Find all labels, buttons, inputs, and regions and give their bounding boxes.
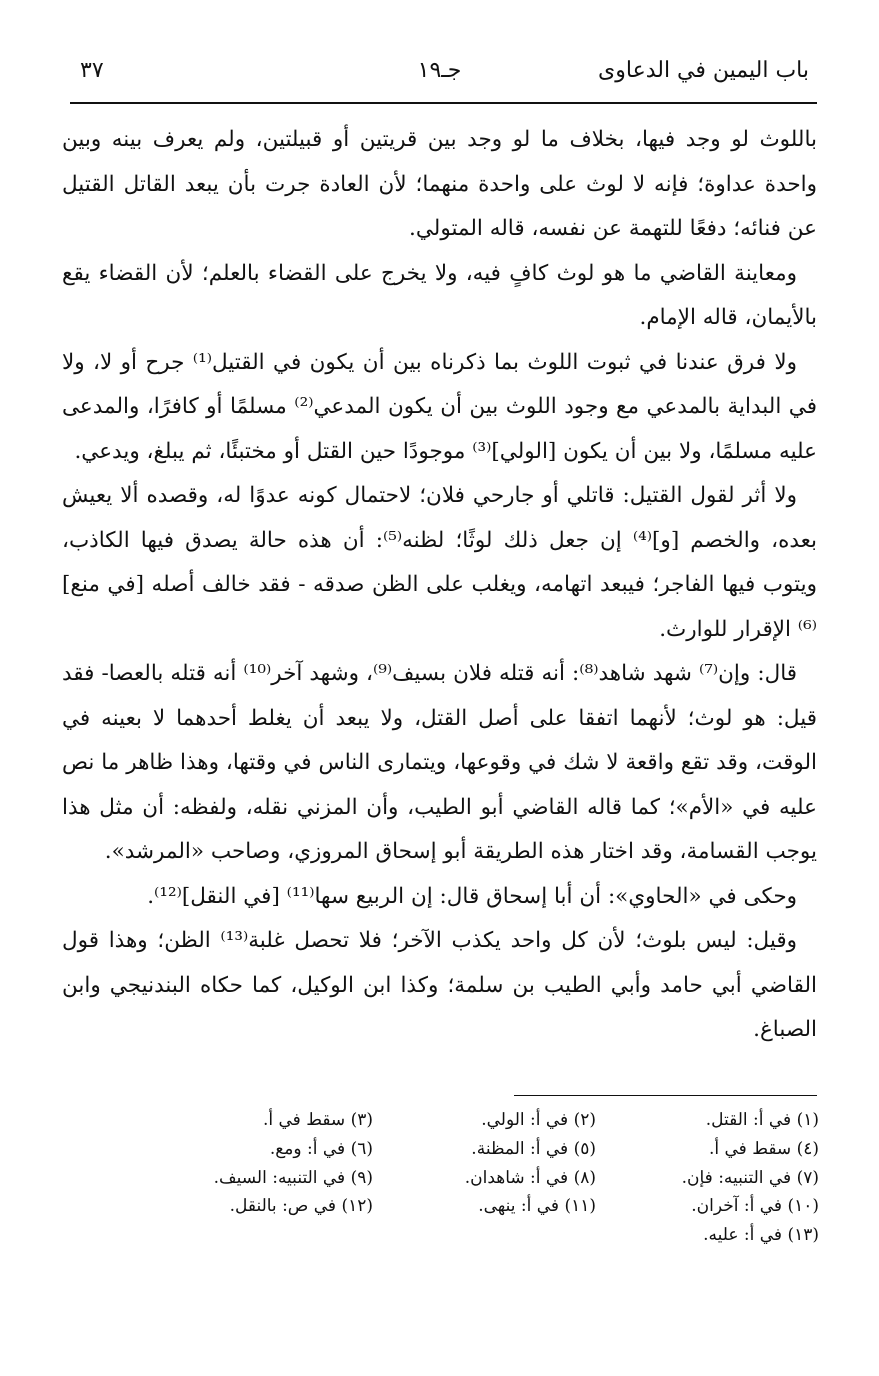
footnote: (٧) في التنبيه: فإن. (681, 1167, 819, 1188)
footnote: (١٢) في ص: بالنقل. (229, 1196, 373, 1217)
main-text (62, 118, 817, 1053)
chapter-title: باب اليمين في الدعاوى (598, 58, 809, 83)
header-rule (70, 102, 817, 104)
footnote: (٣) سقط في أ. (262, 1110, 373, 1130)
paragraph: ومعاينة القاضي ما هو لوث كافٍ فيه، ولا يخرج على القضاء بالعلم؛ لأن القضاء يقع بالأيمان، قاله الإمام. (62, 260, 817, 330)
footnote-rule (514, 1095, 817, 1096)
footnote: (٢) في أ: الولي. (481, 1110, 596, 1130)
footnote: (٦) في أ: ومع. (269, 1138, 373, 1159)
footnote: (٥) في أ: المظنة. (471, 1138, 596, 1159)
running-header (70, 58, 809, 98)
footnotes (150, 1106, 819, 1250)
footnote: (٨) في أ: شاهدان. (464, 1167, 596, 1188)
footnote: (٤) سقط في أ. (708, 1138, 819, 1159)
paragraph: وقيل: ليس بلوث؛ لأن كل واحد يكذب الآخر؛ فلا تحصل غلبة⁽¹³⁾ الظن؛ وهذا قول القاضي أبي حامد وأبي الطيب بن سلمة؛ وكذا ابن الوكيل، كما حكاه البندنيجي وابن الصباغ. (62, 928, 817, 1042)
footnote: (١٣) في أ: عليه. (703, 1225, 819, 1246)
footnote: (١٠) في أ: آخران. (691, 1196, 819, 1217)
footnote: (١١) في أ: ينهى. (478, 1196, 596, 1217)
paragraph: قال: وإن⁽⁷⁾ شهد شاهد⁽⁸⁾: أنه قتله فلان بسيف⁽⁹⁾، وشهد آخر⁽¹⁰⁾ أنه قتله بالعصا- فقد قيل: هو لوث؛ لأنهما اتفقا على أصل القتل، ولا يبعد أن يغلط أحدهما لا بعينه في الوقت، وقد تقع واقعة لا شك في وقوعها، ويتمارى الناس في وقتها، وهذا ظاهر ما نص عليه في «الأم»؛ كما قاله القاضي أبو الطيب، وأن المزني نقله، ولفظه: أن مثل هذا يوجب القسامة، وقد اختار هذه الطريقة أبو إسحاق المروزي، وصاحب «المرشد». (62, 661, 817, 864)
page-number: ٣٧ (80, 58, 104, 83)
footnote: (١) في أ: القتل. (705, 1110, 819, 1130)
paragraph: وحكى في «الحاوي»: أن أبا إسحاق قال: إن الربيع سها⁽¹¹⁾ [في النقل]⁽¹²⁾. (147, 883, 797, 909)
volume-label: جـ١٩ (417, 58, 462, 83)
paragraph: باللوث لو وجد فيها، بخلاف ما لو وجد بين قريتين أو قبيلتين، ولم يعرف بينه وبين واحدة عداوة؛ فإنه لا لوث على واحدة منهما؛ لأن العادة جرت بأن يبعد القاتل القتيل عن فنائه؛ دفعًا للتهمة عن نفسه، قاله المتولي. (62, 127, 817, 241)
paragraph: ولا فرق عندنا في ثبوت اللوث بما ذكرناه بين أن يكون في القتيل⁽¹⁾ جرح أو لا، ولا في البداية بالمدعي مع وجود اللوث بين أن يكون المدعي⁽²⁾ مسلمًا أو كافرًا، والمدعى عليه مسلمًا، ولا بين أن يكون [الولي]⁽³⁾ موجودًا حين القتل أو مختبئًا، ثم يبلغ، ويدعي. (62, 349, 817, 464)
paragraph: ولا أثر لقول القتيل: قاتلي أو جارحي فلان؛ لاحتمال كونه عدوًا له، وقصده ألا يعيش بعده، والخصم [و]⁽⁴⁾ إن جعل ذلك لوثًا؛ لظنه⁽⁵⁾: أن هذه حالة يصدق فيها الكاذب، ويتوب فيها الفاجر؛ فيبعد اتهامه، ويغلب على الظن صدقه - فقد خالف أصله [في منع]⁽⁶⁾ الإقرار للوارث. (62, 483, 817, 642)
footnote: (٩) في التنبيه: السيف. (213, 1167, 373, 1188)
